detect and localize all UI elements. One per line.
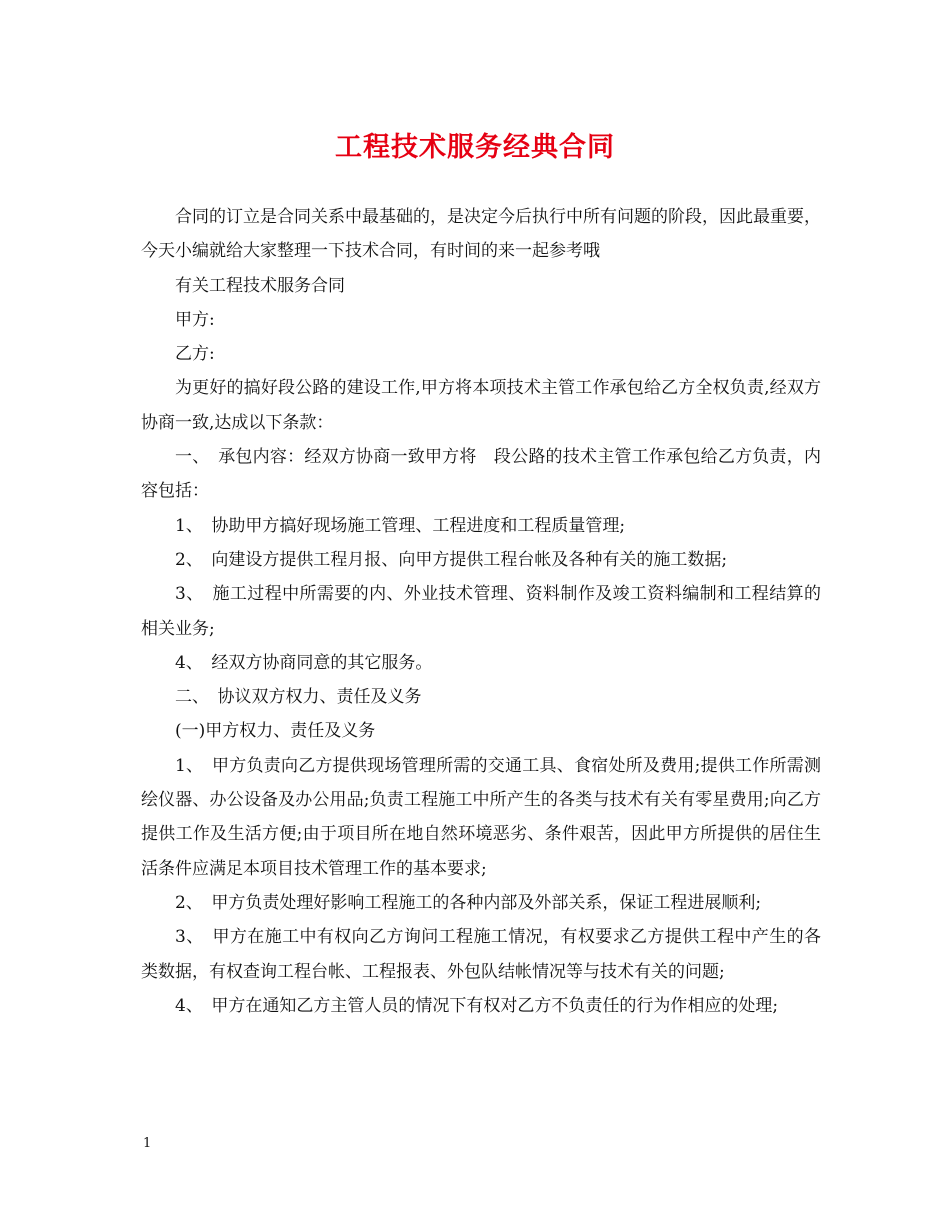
section-heading-rights: 二、 协议双方权力、责任及义务 [175,687,422,708]
list-item-scope-1: 1、 协助甲方搞好现场施工管理、工程进度和工程质量管理; [175,515,626,536]
list-item-scope-2: 2、 向建设方提供工程月报、向甲方提供工程台帐及各种有关的施工数据; [175,549,728,570]
list-item-party-a-1: 1、 甲方负责向乙方提供现场管理所需的交通工具、食宿处所及费用;提供工作所需测绘仪器、办公设备及办公用品;负责工程施工中所产生的各类与技术有关有零星费用;向乙方提供工作及生活方便;由于项目所在地自然环境恶劣、条件艰苦，因此甲方所提供的居住生活条件应满足本项目技术管理工作的基本要求; [141,755,821,879]
paragraph-party-b: 乙方: [175,344,215,365]
paragraph-intro: 合同的订立是合同关系中最基础的，是决定今后执行中所有问题的阶段，因此最重要，今天小编就给大家整理一下技术合同，有时间的来一起参考哦 [141,207,821,262]
list-item-scope-4: 4、 经双方协商同意的其它服务。 [175,652,433,673]
list-item-party-a-4: 4、 甲方在通知乙方主管人员的情况下有权对乙方不负责任的行为作相应的处理; [175,995,779,1016]
page-number: 1 [143,1136,152,1151]
list-item-scope-3: 3、 施工过程中所需要的内、外业技术管理、资料制作及竣工资料编制和工程结算的相关业务; [141,584,821,639]
section-heading-scope: 一、 承包内容：经双方协商一致甲方将 段公路的技术主管工作承包给乙方负责，内容包括： [141,447,821,502]
document-body [141,200,821,1023]
paragraph-party-a: 甲方: [175,309,215,330]
paragraph-preamble: 为更好的搞好段公路的建设工作,甲方将本项技术主管工作承包给乙方全权负责,经双方协商一致,达成以下条款： [141,378,821,433]
subsection-heading-party-a: (一)甲方权力、责任及义务 [175,721,376,742]
document-title: 工程技术服务经典合同 [335,132,615,163]
list-item-party-a-2: 2、 甲方负责处理好影响工程施工的各种内部及外部关系，保证工程进展顺利; [175,892,762,913]
list-item-party-a-3: 3、 甲方在施工中有权向乙方询问工程施工情况，有权要求乙方提供工程中产生的各类数据，有权查询工程台帐、工程报表、外包队结帐情况等与技术有关的问题; [141,927,821,982]
paragraph-contract-name: 有关工程技术服务合同 [175,275,345,296]
